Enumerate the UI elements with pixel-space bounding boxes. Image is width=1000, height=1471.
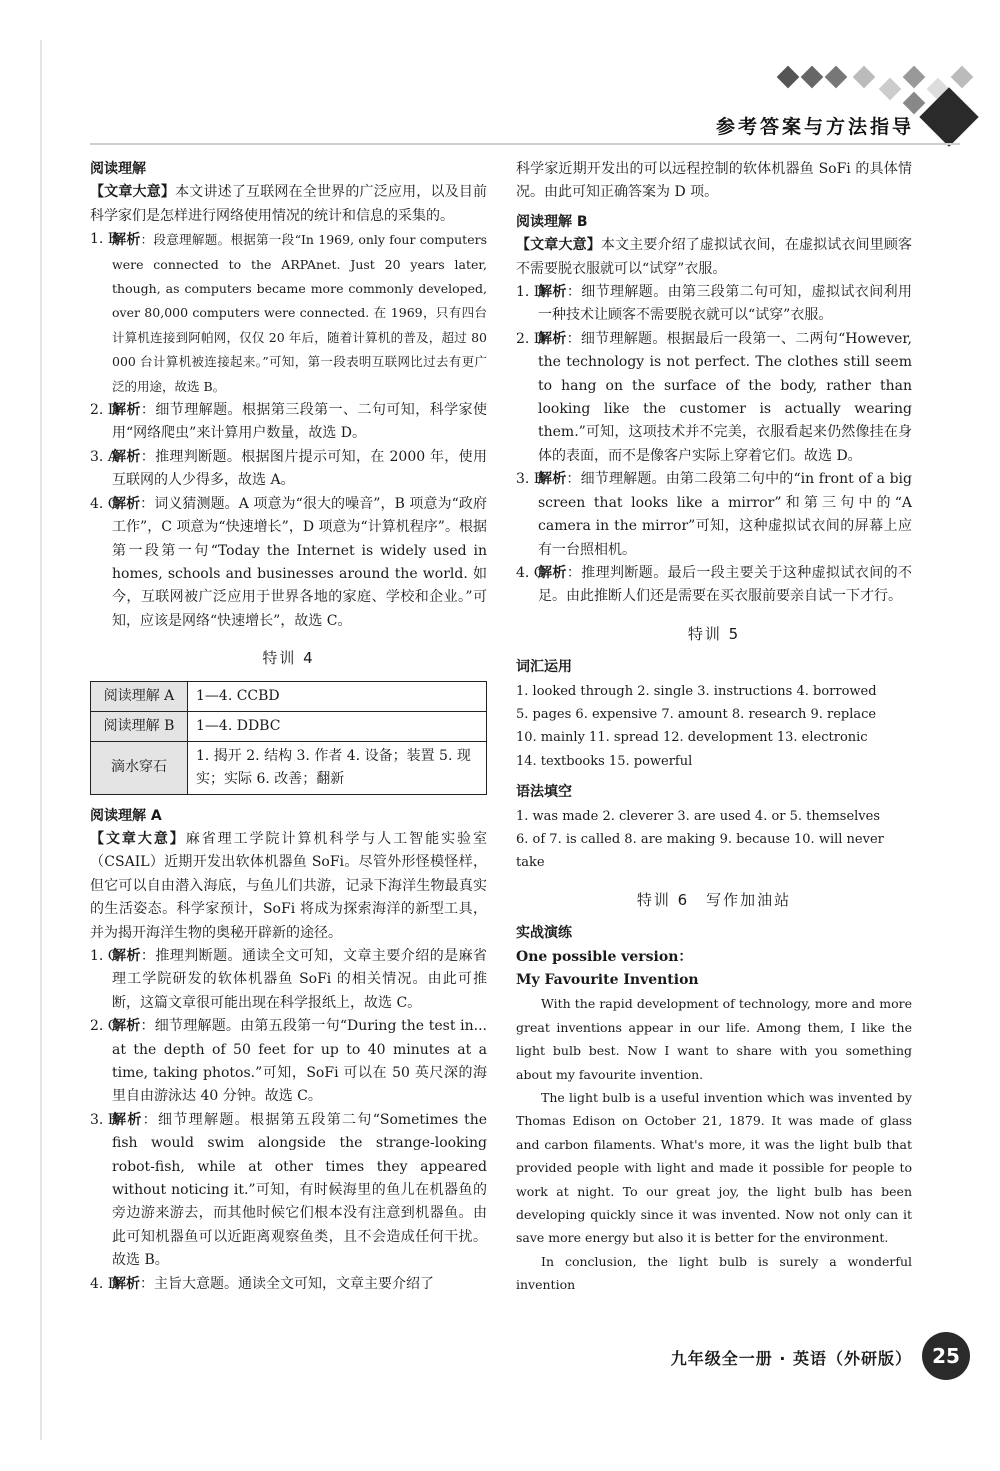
section-heading-vocab: 词汇运用 [516,659,572,676]
section-heading-reading-a: 阅读理解 A [90,807,162,824]
section-heading-reading-b: 阅读理解 B [516,213,588,230]
answer-line: 14. textbooks 15. powerful [516,753,693,769]
reading-summary: 【文章大意】本文讲述了互联网在全世界的广泛应用，以及目前科学家们是怎样进行网络使用情况的统计和信息的采集的。 [90,184,488,224]
footer-book-title: 九年级全一册 · 英语（外研版） [670,1349,912,1368]
section-title-training5: 特训 5 [687,624,741,643]
right-column [516,158,912,1297]
table-row [91,741,487,794]
answer-item: 3. B 解析：细节理解题。由第二段第二句中的“in front of a big screen that looks like a mirror”和第三句中的“A camera in the mirror”可知，这种虚拟试衣间的屏幕上应有一台照相机。 [516,471,912,558]
grammar-answers [516,805,912,875]
reading-b-summary: 【文章大意】本文主要介绍了虚拟试衣间，在虚拟试衣间里顾客不需要脱衣服就可以“试穿”衣服。 [516,237,913,277]
table-label: 滴水穿石 [91,741,188,794]
page-edge [40,40,42,1440]
answer-line: 5. pages 6. expensive 7. amount 8. research 9. replace [516,706,877,722]
table-row [91,681,487,711]
answer-line: 1. looked through 2. single 3. instructions 4. borrowed [516,683,877,699]
answer-line: 1. was made 2. cleverer 3. are used 4. or 5. themselves [516,808,881,824]
essay-paragraph: With the rapid development of technology, more and more great inventions appear in our life. Among them, I like the light bulb best. Now I want to share with you something about my favourite invention. [516,996,912,1082]
section-heading-practice: 实战演练 [516,925,572,942]
answer-item: 2. D 解析：细节理解题。根据第三段第一、二句可知，科学家使用“网络爬虫”来计算用户数量，故选 D。 [90,402,488,442]
answer-item: 1. D 解析：细节理解题。由第三段第二句可知，虚拟试衣间利用一种技术让顾客不需要脱衣就可以“试穿”衣服。 [516,284,913,324]
section-title-training6: 特训 6 写作加油站 [636,890,792,909]
answer-item: 3. B 解析：细节理解题。根据第五段第二句“Sometimes the fish would swim alongside the strange-looking robot-fish, while at other times they appeared without noticing it.”可知，有时候海里的鱼儿在机器鱼的旁边游来游去，而其他时候它们根本没有注意到机器鱼。由此可知机器鱼可以近距离观察鱼类，且不会造成任何干扰。故选 B。 [90,1111,487,1269]
table-row [91,711,487,741]
essay-paragraph: The light bulb is a useful invention which was invented by Thomas Edison on October 21, 1879. It was made of glass and carbon filaments. What's more, it was the light bulb that provided people with light and made it possible for people to work at night. To our great joy, the light bulb has been developing quickly since it was invented. Now not only can it save more energy but also it is better for the environment. [516,1090,912,1246]
answer-item: 2. C 解析：细节理解题。由第五段第一句“During the test in... at the depth of 50 feet for up to 40 minutes at a time, taking photos.”可知，SoFi 可以在 50 英尺深的海里自由游泳达 40 分钟。故选 C。 [90,1018,487,1105]
left-column [90,158,487,1296]
version-label: One possible version： [516,948,693,965]
answer-item: 1. B 解析：段意理解题。根据第一段“In 1969, only four computers were connected to the ARPAnet. Just 20 years later, though, as computers became more commonly developed, over 80,000 computers were connected. 在 1969，只有四台计算机连接到阿帕网，仅仅 20 年后，随着计算机的普及，超过 80 000 台计算机被连接起来。”可知，第一段表明互联网比过去有更广泛的用途，故选 B。 [90,231,487,394]
table-value: 1—4. CCBD [188,681,487,711]
section-title-training4: 特训 4 [262,649,315,668]
essay-paragraph: In conclusion, the light bulb is surely a wonderful invention [516,1253,912,1293]
answer-item: 4. C 解析：词义猜测题。A 项意为“很大的噪音”，B 项意为“政府工作”，C 项意为“快速增长”，D 项意为“计算机程序”。根据第一段第一句“Today the Internet is widely used in homes, schools and businesses around the world. 如今，互联网被广泛应用于世界各地的家庭、学校和企业。”可知，应该是网络“快速增长”，故选 C。 [90,495,487,629]
table-label: 阅读理解 B [91,711,188,741]
answer-table [90,681,487,795]
answer-item: 2. D 解析：细节理解题。根据最后一段第一、二两句“However, the technology is not perfect. The clothes still seem to hang on the surface of the body, rather than looking like the customer is actually wearing them.”可知，这项技术并不完美，衣服看起来仍然像挂在身体的表面，而不是像客户实际上穿着它们。故选 D。 [516,330,912,464]
table-value: 1—4. DDBC [188,711,487,741]
answer-line: 6. of 7. is called 8. are making 9. because 10. will never take [516,831,884,871]
header-divider [90,143,960,145]
answer-item: 3. A 解析：推理判断题。根据图片提示可知，在 2000 年，使用互联网的人少得多，故选 A。 [90,448,488,489]
continued-text: 科学家近期开发出的可以远程控制的软体机器鱼 SoFi 的具体情况。由此可知正确答案为 D 项。 [516,161,912,201]
table-value: 1. 揭开 2. 结构 3. 作者 4. 设备；装置 5. 现实；实际 6. 改善；翻新 [188,741,487,794]
vocab-answers [516,680,912,774]
answer-item: 4. D 解析：主旨大意题。通读全文可知，文章主要介绍了 [90,1275,434,1292]
answer-item: 4. C 解析：推理判断题。最后一段主要关于这种虚拟试衣间的不足。由此推断人们还是需要在买衣服前要亲自试一下才行。 [516,564,913,605]
reading-a-summary: 【文章大意】麻省理工学院计算机科学与人工智能实验室（CSAIL）近期开发出软体机器鱼 SoFi。尽管外形怪模怪样，但它可以自由潜入海底，与鱼儿们共游，记录下海洋生物最真实的生活姿态。科学家预计，SoFi 将成为探索海洋的新型工具，并为揭开海洋生物的奥秘开辟新的途径。 [90,830,487,941]
section-heading-reading: 阅读理解 [90,161,146,177]
answer-line: 10. mainly 11. spread 12. development 13. electronic [516,730,868,746]
essay-title: My Favourite Invention [516,972,699,988]
section-heading-grammar: 语法填空 [516,784,572,801]
page-header-title: 参考答案与方法指导 [715,116,914,138]
table-label: 阅读理解 A [91,681,188,711]
answer-item: 1. C 解析：推理判断题。通读全文可知，文章主要介绍的是麻省理工学院研发的软体机器鱼 SoFi 的相关情况。由此可推断，这篇文章很可能出现在科学报纸上，故选 C。 [90,947,488,1011]
page-number-badge: 25 [922,1332,970,1380]
